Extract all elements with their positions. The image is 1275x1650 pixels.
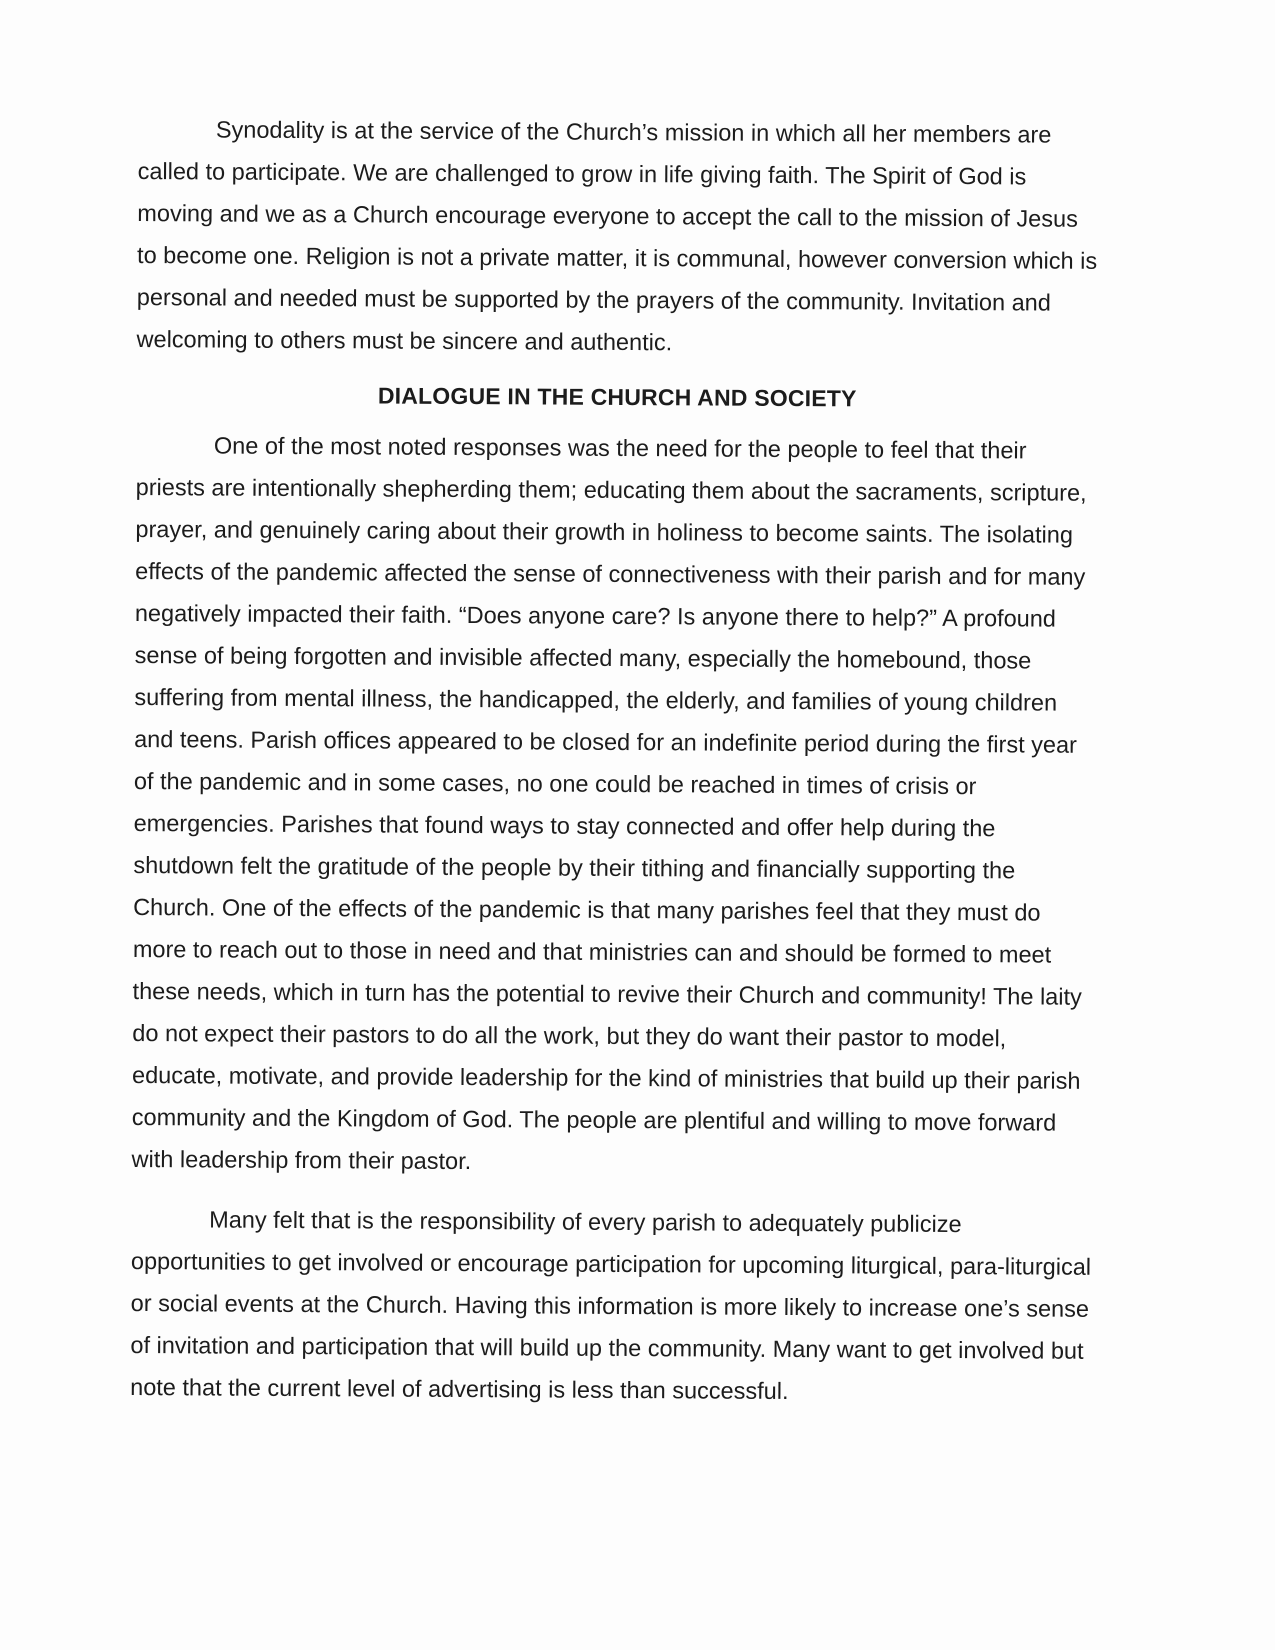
section-heading: DIALOGUE IN THE CHURCH AND SOCIETY bbox=[377, 382, 857, 412]
document-body bbox=[130, 108, 1100, 1414]
section-paragraph-2: Many felt that is the responsibility of every parish to adequately publicize opportunities to get involved or encourage participation for upcoming liturgical, para-liturgical or social events at the Church. Having this information is more likely to increase one’s sense of invitation and participation that will build up the community. Many want to get involved but note that the current level of advertising is less than successful. bbox=[130, 1206, 1092, 1404]
section-paragraph-1: One of the most noted responses was the need for the people to feel that their priests are intentionally shepherding them; educating them about the sacraments, scripture, prayer, and genuinely caring about their growth in holiness to become saints. The isolating effects of the pandemic affected the sense of connectiveness with their parish and for many negatively impacted their faith. “Does anyone care? Is anyone there to help?” A profound sense of being forgotten and invisible affected many, especially the homebound, those suffering from mental illness, the handicapped, the elderly, and families of young children and teens. Parish offices appeared to be closed for an indefinite period during the first year of the pandemic and in some cases, no one could be reached in times of crisis or emergencies. Parishes that found ways to stay connected and offer help during the shutdown felt the gratitude of the people by their tithing and financially supporting the Church. One of the effects of the pandemic is that many parishes feel that they must do more to reach out to those in need and that ministries can and should be formed to meet these needs, which in turn has the potential to revive their Church and community! The laity do not expect their pastors to do all the work, but they do want their pastor to model, educate, motivate, and provide leadership for the kind of ministries that build up their parish community and the Kingdom of God. The people are plentiful and willing to move forward with leadership from their pastor. bbox=[131, 432, 1087, 1175]
intro-paragraph: Synodality is at the service of the Church’s mission in which all her members are called to participate. We are challenged to grow in life giving faith. The Spirit of God is moving and we as a Church encourage everyone to accept the call to the mission of Jesus to become one. Religion is not a private matter, it is communal, however conversion which is personal and needed must be supported by the prayers of the community. Invitation and welcoming to others must be sincere and authentic. bbox=[136, 116, 1098, 356]
